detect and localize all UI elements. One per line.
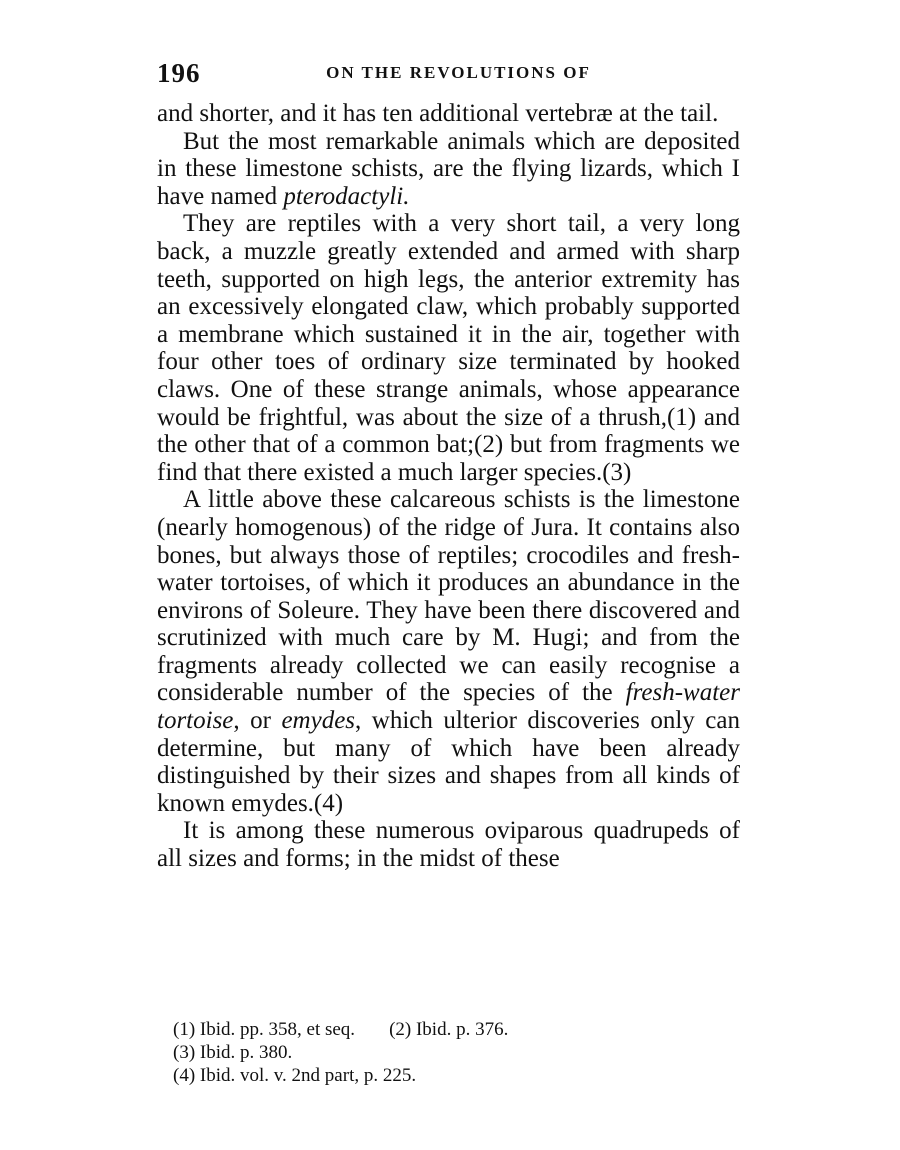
page-header (157, 58, 740, 90)
footnote-row-1 (173, 1018, 733, 1041)
footnote-2: (2) Ibid. p. 376. (389, 1019, 509, 1040)
footnote-3: (3) Ibid. p. 380. (173, 1042, 293, 1063)
paragraph-2 (157, 128, 740, 211)
footnote-row-3 (173, 1064, 733, 1087)
paragraph-3: They are reptiles with a very short tail, a very long back, a muzzle greatly extended and armed with sharp teeth, supported on high legs, the anterior extremity has an excessively elongated claw, which probably supported a membrane which sustained it in the air, together with four other toes of ordinary size terminated by hooked claws. One of these strange animals, whose appearance would be frightful, was about the size of a thrush,(1) and the other that of a common bat;(2) but from fragments we find that there existed a much larger species.(3) (157, 210, 740, 486)
pterodactyli-term: pterodactyli. (283, 182, 410, 210)
footnotes (173, 1018, 733, 1087)
paragraph-2-text: But the most remarkable animals which are deposited in these limestone schists, are the flying lizards, which I have named (157, 127, 740, 210)
paragraph-5: It is among these numerous oviparous quadrupeds of all sizes and forms; in the midst of these (157, 817, 740, 873)
footnote-4: (4) Ibid. vol. v. 2nd part, p. 225. (173, 1065, 417, 1086)
paragraph-4-text-end: , which ulterior discoveries only can determine, but many of which have been already distinguished by their sizes and shapes from all kinds of known emydes.(4) (157, 707, 740, 817)
emydes-term: emydes (281, 707, 356, 735)
page-number: 196 (157, 58, 201, 88)
running-head: ON THE REVOLUTIONS OF (326, 63, 591, 82)
paragraph-4 (157, 486, 740, 817)
fresh-water-tortoise-term: fresh-water tortoise (157, 679, 740, 735)
paragraph-1: and shorter, and it has ten additional vertebræ at the tail. (157, 100, 719, 127)
paragraph-4-text: A little above these calcareous schists is the limestone (nearly homogenous) of the ridge of Jura. It contains also bones, but always those of reptiles; crocodiles and fresh-water tortoises, of which it produces an abundance in the environs of Soleure. They have been there discovered and scrutinized with much care by M. Hugi; and from the fragments already collected we can easily recognise a considerable number of the species of the (157, 486, 740, 707)
footnote-1: (1) Ibid. pp. 358, et seq. (173, 1019, 356, 1040)
footnote-row-2 (173, 1041, 733, 1064)
paragraph-4-connector: , or (233, 707, 282, 735)
body-text (157, 100, 740, 873)
